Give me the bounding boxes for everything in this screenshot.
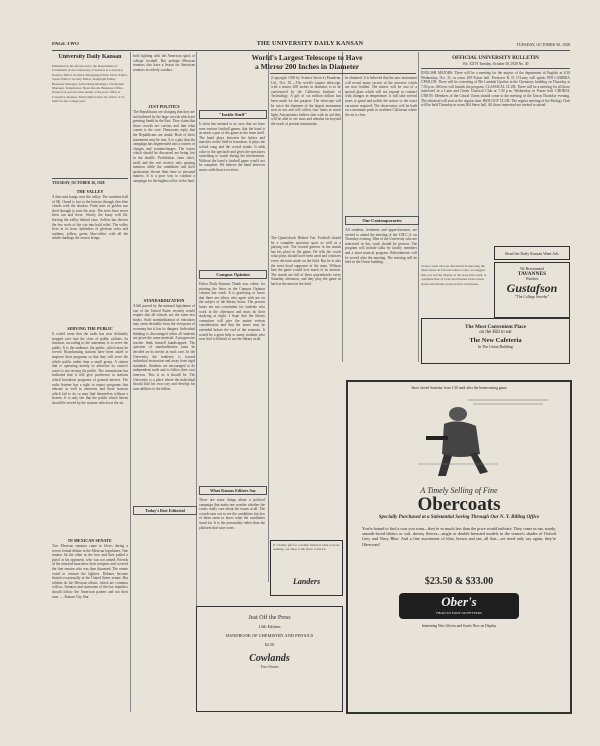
ad-gustafson-tag: We Recommend [520,267,544,271]
article-in-mexican-senate: Two Mexican senators came to blows during a recent formal debate in the Mexican legislature. One senator hit the other in the face and then pulled a pistol at his opponent, who was not armed. Friends of the attacked man drew their weapons and covered the first senator who was then disarmed. The senate voted to censure the fighters. Debates become heated occasionally in the United States senate. But seldom do the Mexican affairs, which are common with us. Senators and statesmen of the two republics should follow the American pattern and not their own. — Kansas City Star [52,544,128,599]
ad-obers-prices: $23.50 & $33.00 [424,576,494,587]
headline-what-kansas-editors-say: What Kansas Editors Say [199,486,267,495]
column-divider [418,52,419,362]
headline-the-valley: THE VALLEY [76,189,104,194]
main-headline-2: a Mirror 200 Inches in Diameter [254,62,360,71]
headline-standardization: STANDARDIZATION [143,298,185,303]
divider [270,73,416,74]
masthead-title: THE UNIVERSITY DAILY KANSAN [256,41,364,47]
ad-obers-headline-2: Obercoats [417,494,501,515]
headline-in-mexican-senate: IN MEXICAN SENATE [68,538,112,543]
divider [52,178,128,179]
bulletin-volume: Vol. XXVI Tuesday, October 30, 1928 No. 40 [462,62,529,66]
ad-gustafson-logo: Gustafson [506,281,558,295]
headline-serving-the-public: SERVING THE PUBLIC [67,326,113,331]
ad-landers: If a dainty gift for a dainty friend is what you are seeking, our shop is the place to find it. Landers [270,540,343,596]
ad-obers-illustration [348,394,570,482]
article-col5: be obtained. It is believed that the new instrument will reveal many secrets of the universe which are now hidden. The mirror will be cast of a special glass which will not expand or contract with changes in temperature. It will take several years to grind and polish the mirror to the exact curvature required. The observatory will be built on a mountain peak in southern California where the air is clear. [345,76,417,117]
article-just-politics: The Republicans are charging that they are not bothered by the huge crowds which are greeting Smith in the East. They claim that those crowds are curious and that what counts is the vote. Democrats reply that the Republicans are afraid. Both of these statements may be true. It is a pity that the campaign has degenerated into a contest of charges and countercharges. The issues which should be discussed are being lost in the shuffle. Prohibition, farm relief, tariff and the rest receive only passing mention while the candidates and their spokesmen devote their time to personal matters. It is a poor way to conduct a campaign for the highest office in the land. [133,110,195,183]
column-divider [342,52,343,362]
article-col5-lower: All students, freshmen and upperclassmen, are invited to attend the meeting of the Y.M.C.A. on Thursday evening. Men of the University who are interested in this work should be present. The program will include talks by faculty members and a short musical program. Refreshments will be served after the meeting. The meeting will be held in the Union building. [345,228,417,265]
headline-campus-opinion: Campus Opinion [199,270,267,279]
headline-todays-best-editorial: Today's Best Editorial [133,506,197,515]
article-serving-the-public: It would seem that the radio has now definitely stepped over into the class of public utilities. Its function, according to the statement, is to serve the public. It is the audience, the public, which must be served. Broadcasting stations have been asked to improve their programs so that they will serve the whole public rather than a small group. A station that is operating merely to advertise its owner's wares is not serving the public. The commission has indicated that it will give preference to stations which broadcast programs of general interest. The radio listener has a right to expect programs that educate as well as entertain, and those stations which fail to do so may find themselves without a license. It is only fair that the public which listens should be served by the stations which use the air. [52,332,128,405]
column-divider [130,52,131,712]
bulletin-title: OFFICIAL UNIVERSITY BULLETIN [452,55,539,61]
ad-cafeteria: The Most Convenient Place on the Hill to eat The New Cafeteria In The Union Building [421,318,570,364]
headline-inside-stuff: "Inside Stuff" [199,110,267,119]
ad-gustafson [494,262,570,318]
article-the-valley: A thin mist hangs over the valley. The southern half of Mt. Oread is lost to the bottom through thin blue clouds with the shadow. Faint tints of golden sun shed through to tone the mist. The trees have never been tan and there. Slowly the busty will lift, leaving the valley behind once. Sallow has thrown the few roofs of the city into bold relief. The valley lives in its hour. Splendors of glorious color and outlines, yellow, green, blue-white, with all the subtle shadings the season brings. [52,195,128,241]
article-inside-stuff: It often has seemed to us, now that we have seen various football games, that the band is as much a part of the game as the team itself. The band plays between the halves and marches on the field in formation. It plays the school song and the crowd stands. It adds color to the spectacle and gives the spectators something to watch during the intermission. Without the band a football game would not be complete. We believe the band deserves more credit than it receives. [199,122,265,172]
article-standardization: A bill passed by the national legislature of one of the United States recently would require that all schools use the same text books. Such standardization of education may seem desirable from the viewpoint of economy but it has its dangers. Individual thinking is discouraged when all students are given the same material. A progressive teacher finds himself handicapped. The question of standardization must be decided on its merits in each case. In the University the tendency is toward individual instruction and away from rigid standards. Students are encouraged to do independent work and to follow their own interests. This is as it should be. The University is a place where the individual should find his own way and develop his own abilities to the fullest. [133,304,195,391]
ad-obers-subhead: Specially Purchased at a Substantial Saving Through Our N. Y. Billing Office [378,515,540,520]
ad-obers-headline-1: A Timely Selling of Fine [420,486,498,495]
article-col4-lower: The Quarterback Behind You. Football should be a complete spectator sport as well as a playing one. The second guesser in the stands has his place in the game. He tells the coach what plays should have been used and criticizes every decision made on the field. But he is also the most loyal supporter of the team. Without him the game would lose much of its interest. The stands are full of these quarterbacks every Saturday afternoon, and they play the game as hard as the men on the field. [271,236,341,286]
ad-obers-logo: Ober's HEAD TO FOOT OUTFITTERS [399,593,519,619]
ad-cowlands: Just Off the Press 13th Edition HANDBOOK OF CHEMISTRY AND PHYSICS $2.50 Cowlands Two Stores [196,606,343,712]
ad-obers-obercoats [346,380,572,714]
ad-gustafson-brand: TAVANNES [517,271,547,277]
editorial-staff-list: Published in the afternoon by the Department of Journalism of the University of Kansas at Lawrence, Kansas. Editor in Chief, Managing Editor, News Editor, Sports Editor, Society Editor, Telegraph Editor, Business Manager, Advertising Manager, Circulation Manager. Telephones: News Room, Business Office. Entered as second class matter at the post office at Lawrence, Kansas. Subscription rates by carrier or by mail for the college year. [52,64,128,104]
masthead-rule [52,50,570,51]
page-number: PAGE TWO [52,42,79,47]
editorial-dateline: TUESDAY, OCTOBER 30, 1928 [52,181,105,185]
ad-left-note: To the coeds who are interested in knowing the latest styles in fall and winter coats, we suggest that you see the display at the store this week. A complete line of coats and dresses in the latest styles and shades at prices that will please. [421,264,487,286]
bulletin-notices: ENGLISH MAJORS: There will be a meeting for the majors of the department of English at 4:30 Wednesday, Oct. 31, in room 209 Fraser hall. Professor R. D. O'Leary will speak. PHI LAMBDA UPSILON: There will be a meeting of Phi Lambda Upsilon in the Chemistry building on Thursday at 7:30 p.m. Officers will furnish the program. CLASSICAL CLUB: There will be a meeting for all those interested in a Latin and Greek Classical Club at 7:30 p.m. Wednesday in Fraser hall. CHORAL UNION: Members of the Choral Union should come to the meeting of the Union Thursday evening. The rehearsal will start at the regular time. BIOLOGY CLUB: The regular meeting of the Biology Club will be held Thursday in room 304 Snow hall. All those interested are invited to attend. [421,71,570,108]
ad-obers-footer: Interesting New Gloves and Scarfs Now on Display [421,624,497,628]
headline-just-politics: JUST POLITICS [148,104,180,109]
ad-obers-top-note: Store closed Saturday from 1:30 until after the homecoming game [411,386,507,390]
main-headline-1: World's Largest Telescope to Have [251,53,363,62]
ad-gustafson-watches: Watches [525,277,539,281]
divider [421,68,570,69]
column-divider [268,52,269,582]
masthead-date: TUESDAY, OCTOBER 30, 1928 [516,42,570,47]
article-what-kansas-editors-say: There are some things about a political campaign that make one wonder whether the voters really care about the issues at all. The crowds turn out to see the candidates but few of them seem to know what the candidates stand for. It is the personality rather than the platform that wins votes. [199,498,265,530]
article-telescope: (Copyright 1928 by Science Service) Pasadena, Cal., Oct. 30.—The world's largest telescope, with a mirror 200 inches in diameter, is to be constructed by the California Institute of Technology. A gift of six million dollars has been made for the purpose. The telescope will be twice the diameter of the largest instrument now in use and will collect four times as much light. Astronomers believe that with its aid they will be able to see stars and nebulae far beyond the reach of present instruments. [271,76,341,126]
article-col2-top: hold fighting with the American spirit of college football. But perhaps Mexican senators also have a lesson for American senators in orderly conduct. [133,54,195,72]
editorial-nameplate: University Daily Kansan [58,54,122,60]
ad-daily-kansan: Read the Daily Kansan Want Ads [494,246,570,260]
article-campus-opinion: Editor Daily Kansan: Thank you, editor, for printing the letter in the Campus Opinion column last week. It is gratifying to know that there are others who agree with me on the subject of the library hours. The present hours are not convenient for students who work in the afternoon and must do their studying at night. I hope that the library committee will give the matter serious consideration and that the hours may be extended before the end of the semester. It would be a great help to many students who now find it difficult to use the library at all. [199,282,265,342]
ad-gustafson-slogan: "The College Jeweler" [514,295,550,299]
ad-obers-body: You're bound to find a coat you want—they're so much less than the price would indicate. They come in tan, sturdy, smooth-faced fabrics or soft, downy fleeces—single or double breasted models in the season's shades of Oxford Grey and Navy Blue. And a fine assortment of blue, brown and tan, all that—we need only say again, they're Obercoats! [362,526,556,547]
headline-our-contemporaries: Our Contemporaries [345,216,419,225]
